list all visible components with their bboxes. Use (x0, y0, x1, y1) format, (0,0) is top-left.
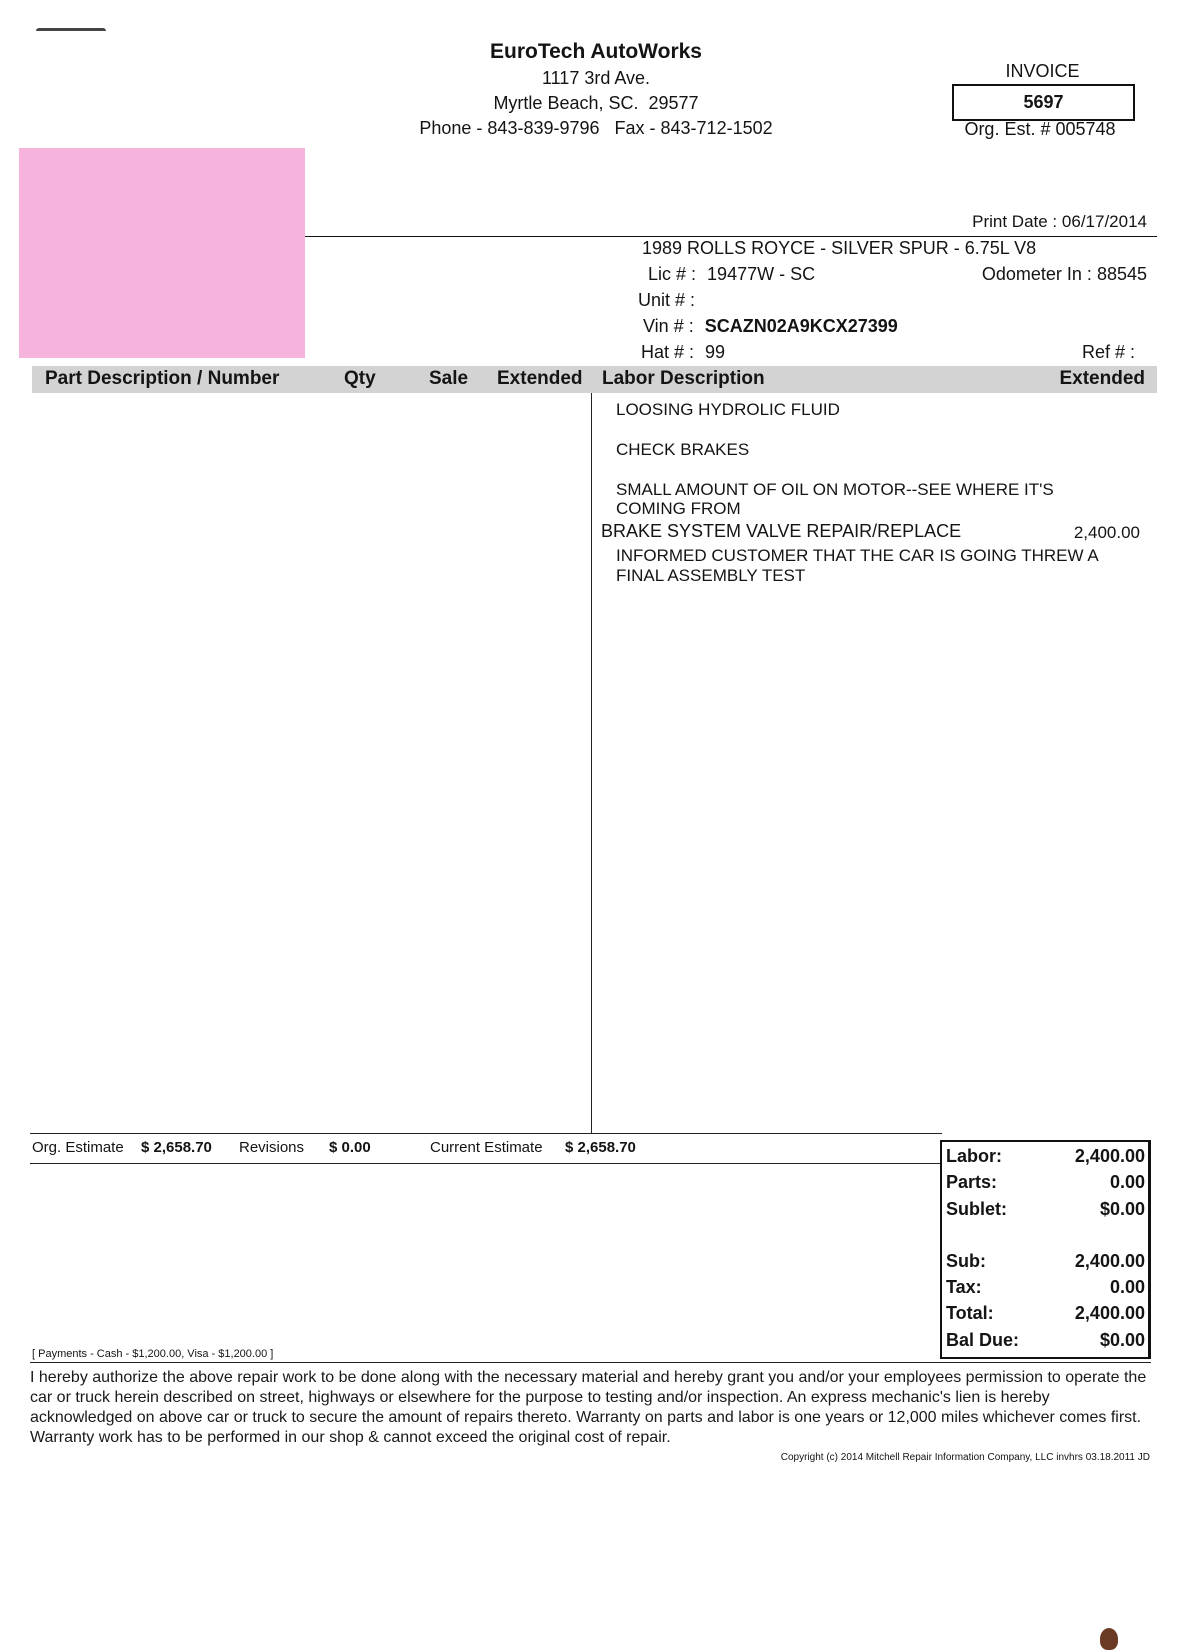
col-labor-description: Labor Description (602, 368, 765, 389)
odometer-value: 88545 (1096, 264, 1147, 284)
labor-line-1: LOOSING HYDROLIC FLUID (616, 400, 840, 419)
header-rule (305, 236, 1157, 237)
staple-mark (36, 28, 106, 36)
parts-total-value: 0.00 (1109, 1172, 1145, 1192)
license-row (648, 264, 815, 285)
revisions-label: Revisions (239, 1139, 305, 1156)
current-estimate-label: Current Estimate (430, 1139, 543, 1156)
labor-line-4-amount: 2,400.00 (1073, 523, 1140, 542)
hat-row (641, 342, 725, 363)
labor-line-2: CHECK BRAKES (616, 440, 750, 459)
labor-line-3a: SMALL AMOUNT OF OIL ON MOTOR--SEE WHERE IT'S (616, 480, 1054, 499)
vin-label: Vin # : (643, 316, 694, 336)
vehicle-description: 1989 ROLLS ROYCE - SILVER SPUR - 6.75L V8 (642, 238, 1037, 258)
payments-note: [ Payments - Cash - $1,200.00, Visa - $1,200.00 ] (32, 1348, 274, 1360)
tax-label: Tax: (946, 1277, 982, 1297)
total-value: 2,400.00 (1074, 1303, 1145, 1323)
hat-value: 99 (705, 342, 726, 362)
org-est-value: 005748 (1055, 119, 1116, 139)
odometer-row (900, 264, 1147, 285)
shop-address-line2: Myrtle Beach, SC. 29577 (493, 93, 699, 113)
odometer-label: Odometer In : (981, 264, 1092, 284)
current-estimate-value: $ 2,658.70 (565, 1139, 636, 1156)
column-divider (591, 393, 592, 1133)
subtotal-label: Sub: (946, 1251, 986, 1271)
org-estimate-number (945, 119, 1135, 140)
col-extended-parts: Extended (497, 368, 583, 389)
col-sale: Sale (429, 368, 469, 389)
footer-rule (30, 1362, 1151, 1363)
total-label: Total: (946, 1303, 994, 1323)
shop-phone-fax: Phone - 843-839-9796 Fax - 843-712-1502 (419, 118, 773, 138)
table-bottom-rule (30, 1133, 942, 1134)
org-est-label: Org. Est. # (964, 119, 1051, 139)
lic-value: 19477W - SC (707, 264, 816, 284)
col-qty: Qty (344, 368, 376, 389)
ref-label: Ref # : (1081, 342, 1135, 362)
unit-label: Unit # : (638, 290, 696, 310)
labor-line-5a: INFORMED CUSTOMER THAT THE CAR IS GOING THREW A (616, 546, 1099, 565)
col-extended-labor: Extended (1059, 368, 1145, 389)
ink-smudge (1100, 1628, 1118, 1650)
labor-line-3b: COMING FROM (616, 499, 741, 518)
print-date-label: Print Date : (972, 212, 1058, 231)
lic-label: Lic # : (648, 264, 697, 284)
invoice-label: INVOICE (1005, 61, 1080, 81)
balance-due-value: $0.00 (1099, 1330, 1145, 1350)
org-estimate-value: $ 2,658.70 (141, 1139, 212, 1156)
redacted-customer-info (19, 148, 305, 358)
revisions-value: $ 0.00 (329, 1139, 371, 1156)
shop-address-line1: 1117 3rd Ave. (541, 68, 651, 88)
parts-total-label: Parts: (946, 1172, 998, 1192)
invoice-number-box: 5697 (952, 84, 1135, 121)
print-date-value: 06/17/2014 (1061, 212, 1147, 231)
tax-value: 0.00 (1109, 1277, 1145, 1297)
sublet-total-value: $0.00 (1099, 1199, 1145, 1219)
labor-line-5b: FINAL ASSEMBLY TEST (616, 566, 806, 585)
subtotal-value: 2,400.00 (1074, 1251, 1145, 1271)
vin-row (643, 316, 898, 337)
hat-label: Hat # : (641, 342, 695, 362)
vin-value: SCAZN02A9KCX27399 (704, 316, 898, 336)
sublet-total-label: Sublet: (946, 1199, 1007, 1219)
labor-line-4-desc: BRAKE SYSTEM VALVE REPAIR/REPLACE (601, 521, 962, 541)
shop-name: EuroTech AutoWorks (490, 40, 702, 63)
col-part-description: Part Description / Number (45, 368, 280, 389)
org-estimate-label: Org. Estimate (32, 1139, 124, 1156)
copyright-notice: Copyright (c) 2014 Mitchell Repair Information Company, LLC invhrs 03.18.2011 JD (780, 1452, 1150, 1463)
estimate-rule (30, 1163, 942, 1164)
balance-due-label: Bal Due: (946, 1330, 1020, 1350)
labor-total-value: 2,400.00 (1074, 1146, 1145, 1166)
authorization-text: I hereby authorize the above repair work to be done along with the necessary material and hereby grant you and/or your employees permission to operate the car or truck herein described on street, highways or elsewhere for the purpose to testing and/or inspection. An express mechanic's lien is hereby acknowledged on above car or truck to secure the amount of repairs thereto. Warranty on parts and labor is one years or 12,000 miles whichever comes first. Warranty work has to be performed in our shop & cannot exceed the original cost of repair. (30, 1369, 1147, 1446)
print-date (860, 212, 1147, 232)
labor-total-label: Labor: (946, 1146, 1002, 1166)
